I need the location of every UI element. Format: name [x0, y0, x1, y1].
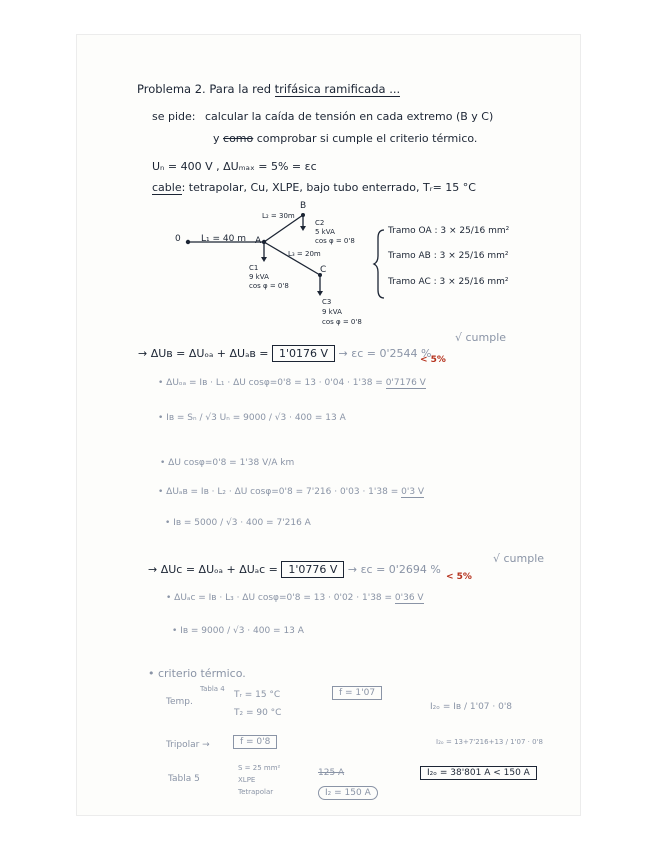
c3-power: 9 kVA [322, 308, 342, 316]
temp-max: T₂ = 90 °C [234, 708, 282, 718]
current-ac: • Iʙ = 9000 / √3 · 400 = 13 A [172, 626, 304, 636]
l2-label: L₂ = 30m [262, 212, 295, 220]
factor-tripolar: f = 0'8 [233, 735, 277, 749]
delta-u-b-result: 1'0176 V [272, 345, 335, 362]
current-b: • Iʙ = Sₙ / √3 Uₙ = 9000 / √3 · 400 = 13 A [158, 413, 346, 423]
delta-u-b-row [138, 347, 431, 360]
cable-label: cable [152, 181, 182, 194]
epsilon-c: → εc = 0'2694 % [347, 563, 441, 576]
iz-final-result: I₂ₒ = 38'801 A < 150 A [420, 766, 537, 780]
temp-ambient: Tᵣ = 15 °C [234, 690, 281, 700]
crossed-value: 125 A [318, 768, 345, 778]
node-b-label: B [300, 201, 307, 211]
delta-u-c-equation: → ΔUc = ΔUₒₐ + ΔUₐc = [148, 563, 278, 576]
delta-u-ac-result: 0'36 V [394, 593, 424, 603]
cable-description: : tetrapolar, Cu, XLPE, bajo tubo enterrado, Tᵣ= 15 °C [181, 181, 476, 194]
c1-power: 9 kVA [249, 273, 269, 281]
cable-poles: Tetrapolar [238, 788, 274, 796]
tripolar-label: Tripolar → [166, 740, 210, 750]
voltage-data: Uₙ = 400 V , ΔUₘₐₓ = 5% = εc [152, 160, 317, 173]
problem-number: Problema 2. [137, 82, 206, 96]
conjunction-y: y [213, 132, 220, 145]
limit-c: < 5% [446, 572, 472, 582]
node-o-label: 0 [175, 234, 181, 244]
temp-label: Temp. [166, 697, 193, 707]
network-type: trifásica ramificada ... [274, 82, 401, 96]
delta-u-ab-row [158, 487, 424, 497]
load-c3 [322, 297, 362, 327]
epsilon-b: → εc = 0'2544 % [338, 347, 432, 360]
current-ab: • Iʙ = 5000 / √3 · 400 = 7'216 A [165, 518, 311, 528]
delta-u-oa-result: 0'7176 V [385, 378, 426, 388]
task-line-2: comprobar si cumple el criterio térmico. [256, 132, 478, 145]
delta-u-c-result: 1'0776 V [281, 561, 344, 578]
tramo-ac: Tramo AC : 3 × 25/16 mm² [388, 277, 509, 287]
cable-insulation: XLPE [238, 776, 256, 784]
l3-label: L₃ = 20m [288, 250, 321, 258]
tramo-oa: Tramo OA : 3 × 25/16 mm² [388, 226, 510, 236]
delta-u-ab: • ΔUₐʙ = Iʙ · L₂ · ΔU cosφ=0'8 = 7'216 · 0'03 · 1'38 = [158, 487, 399, 497]
cumple-c: √ cumple [493, 552, 545, 565]
delta-u-c-row [148, 563, 441, 576]
c1-name: C1 [249, 264, 259, 272]
c3-name: C3 [322, 298, 332, 306]
cable-section: S = 25 mm² [238, 764, 281, 772]
crossed-word: como [223, 132, 254, 145]
iz-formula: I₂ₒ = Iʙ / 1'07 · 0'8 [430, 702, 513, 712]
temperature-values [234, 686, 281, 722]
node-a-label: A [255, 236, 262, 246]
cable-spec [238, 762, 280, 798]
load-c1 [249, 264, 289, 291]
l1-label: L₁ = 40 m [201, 234, 246, 244]
delta-u-ab-result: 0'3 V [401, 487, 425, 497]
node-c-label: C [320, 265, 327, 275]
delta-u-cos: • ΔU cosφ=0'8 = 1'38 V/A km [160, 458, 295, 468]
delta-u-ac: • ΔUₐc = Iʙ · L₃ · ΔU cosφ=0'8 = 13 · 0'02 · 1'38 = [166, 593, 393, 603]
tabla4-label: Tabla 4 [200, 685, 225, 693]
c3-pf: cos φ = 0'8 [322, 318, 362, 326]
c1-pf: cos φ = 0'8 [249, 282, 289, 290]
delta-u-oa: • ΔUₒₐ = Iʙ · L₁ · ΔU cosφ=0'8 = 13 · 0'04 · 1'38 = [158, 378, 383, 388]
tabla5-label: Tabla 5 [168, 774, 200, 784]
delta-u-ac-row [166, 593, 424, 603]
se-pide-label: se pide: [152, 110, 196, 123]
cumple-b: √ cumple [455, 331, 507, 344]
iz-formula-values: I₂ₒ = 13+7'216+13 / 1'07 · 0'8 [436, 738, 543, 746]
problem-intro: Para la red [209, 82, 272, 96]
c2-power: 5 kVA [315, 228, 335, 236]
c2-pf: cos φ = 0'8 [315, 237, 355, 245]
factor-temp: f = 1'07 [332, 686, 382, 700]
c2-name: C2 [315, 219, 325, 227]
limit-b: < 5% [420, 355, 446, 365]
task-line-1: calcular la caída de tensión en cada extremo (B y C) [205, 110, 494, 123]
tramo-ab: Tramo AB : 3 × 25/16 mm² [388, 251, 509, 261]
load-c2 [315, 219, 355, 246]
thermal-title: • criterio térmico. [148, 667, 246, 680]
iz-value: I₂ = 150 A [318, 786, 378, 800]
delta-u-b-equation: → ΔUʙ = ΔUₒₐ + ΔUₐʙ = [138, 347, 269, 360]
delta-u-oa-row [158, 378, 426, 388]
